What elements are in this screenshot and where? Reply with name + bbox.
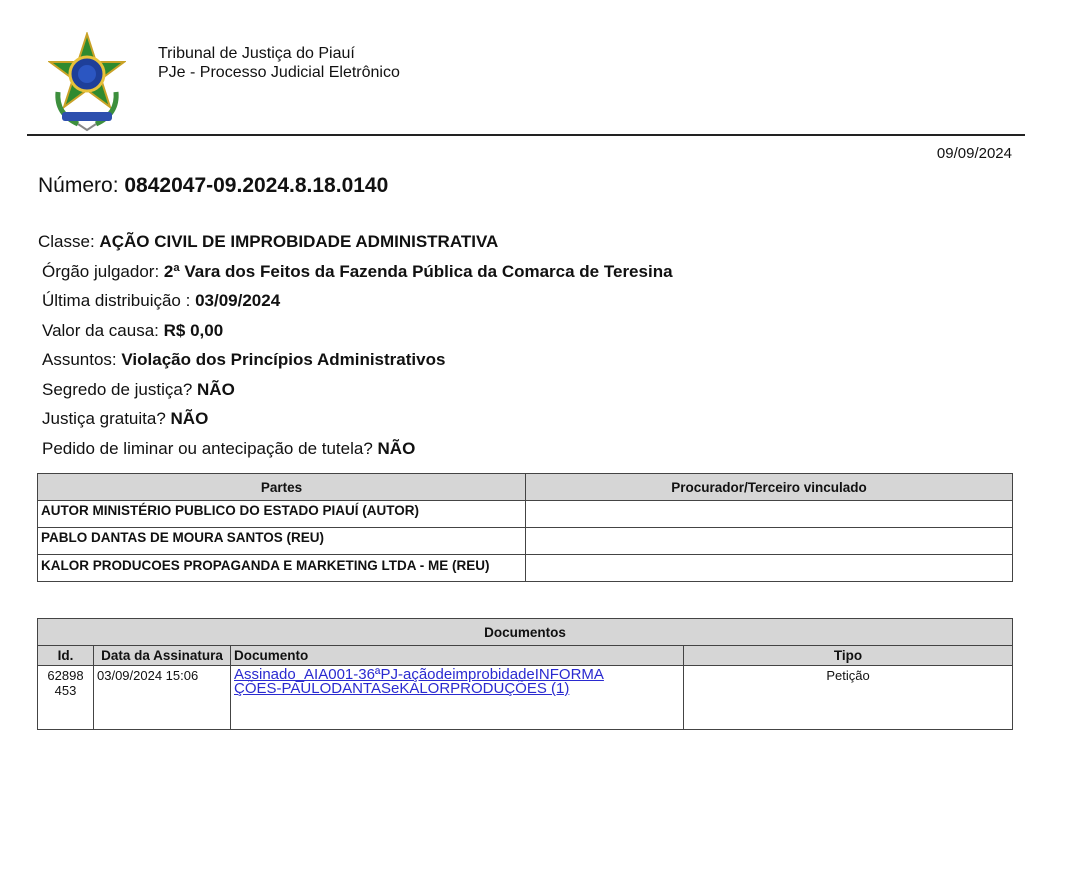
page-header	[40, 28, 1030, 134]
documentos-table	[37, 618, 1013, 730]
documentos-section-header: Documentos	[38, 619, 1013, 646]
doc-type-cell: Petição	[684, 666, 1013, 730]
table-row	[38, 666, 1013, 730]
doc-name-cell	[231, 666, 684, 730]
info-distribuicao: Última distribuição : 03/09/2024	[42, 291, 281, 310]
info-gratuita: Justiça gratuita? NÃO	[42, 409, 209, 428]
parte-cell: AUTOR MINISTÉRIO PUBLICO DO ESTADO PIAUÍ (AUTOR)	[38, 501, 526, 528]
table-row	[38, 501, 1013, 528]
doc-id-cell: 62898 453	[38, 666, 94, 730]
header-text	[158, 44, 400, 82]
info-orgao: Órgão julgador: 2ª Vara dos Feitos da Fazenda Pública da Comarca de Teresina	[42, 261, 673, 281]
procurador-header: Procurador/Terceiro vinculado	[526, 474, 1013, 501]
parte-cell: KALOR PRODUCOES PROPAGANDA E MARKETING LTDA - ME (REU)	[38, 555, 526, 582]
coat-of-arms-icon	[48, 32, 126, 132]
table-row	[38, 528, 1013, 555]
table-row	[38, 555, 1013, 582]
parte-cell: PABLO DANTAS DE MOURA SANTOS (REU)	[38, 528, 526, 555]
partes-header: Partes	[38, 474, 526, 501]
info-liminar: Pedido de liminar ou antecipação de tutela? NÃO	[42, 438, 416, 458]
process-info	[38, 230, 673, 466]
print-date: 09/09/2024	[936, 145, 1012, 162]
header-divider	[27, 134, 1025, 136]
procurador-cell	[526, 501, 1013, 528]
info-valor: Valor da causa: R$ 0,00	[42, 320, 224, 340]
process-number	[38, 174, 388, 198]
info-classe: Classe: AÇÃO CIVIL DE IMPROBIDADE ADMINISTRATIVA	[38, 232, 499, 251]
partes-header-row	[38, 474, 1013, 501]
data-assinatura-header: Data da Assinatura	[94, 646, 231, 666]
process-number-value: 0842047-09.2024.8.18.0140	[124, 174, 389, 197]
documento-header: Documento	[231, 646, 684, 666]
info-assuntos: Assuntos: Violação dos Princípios Administrativos	[42, 350, 446, 369]
court-name: Tribunal de Justiça do Piauí	[158, 45, 355, 62]
id-header: Id.	[38, 646, 94, 666]
tipo-header: Tipo	[684, 646, 1013, 666]
procurador-cell	[526, 555, 1013, 582]
procurador-cell	[526, 528, 1013, 555]
partes-table	[37, 473, 1013, 582]
info-segredo: Segredo de justiça? NÃO	[42, 379, 235, 399]
document-link[interactable]: Assinado_AIA001-36ªPJ-açãodeimprobidadeINFORMAÇÕES-PAULODANTASeKALORPRODUÇÕES (1)	[234, 666, 604, 697]
process-number-label: Número:	[38, 174, 119, 197]
system-name: PJe - Processo Judicial Eletrônico	[158, 64, 400, 81]
documentos-header-row	[38, 646, 1013, 666]
documentos-section-row	[38, 619, 1013, 646]
doc-date-cell: 03/09/2024 15:06	[94, 666, 231, 730]
